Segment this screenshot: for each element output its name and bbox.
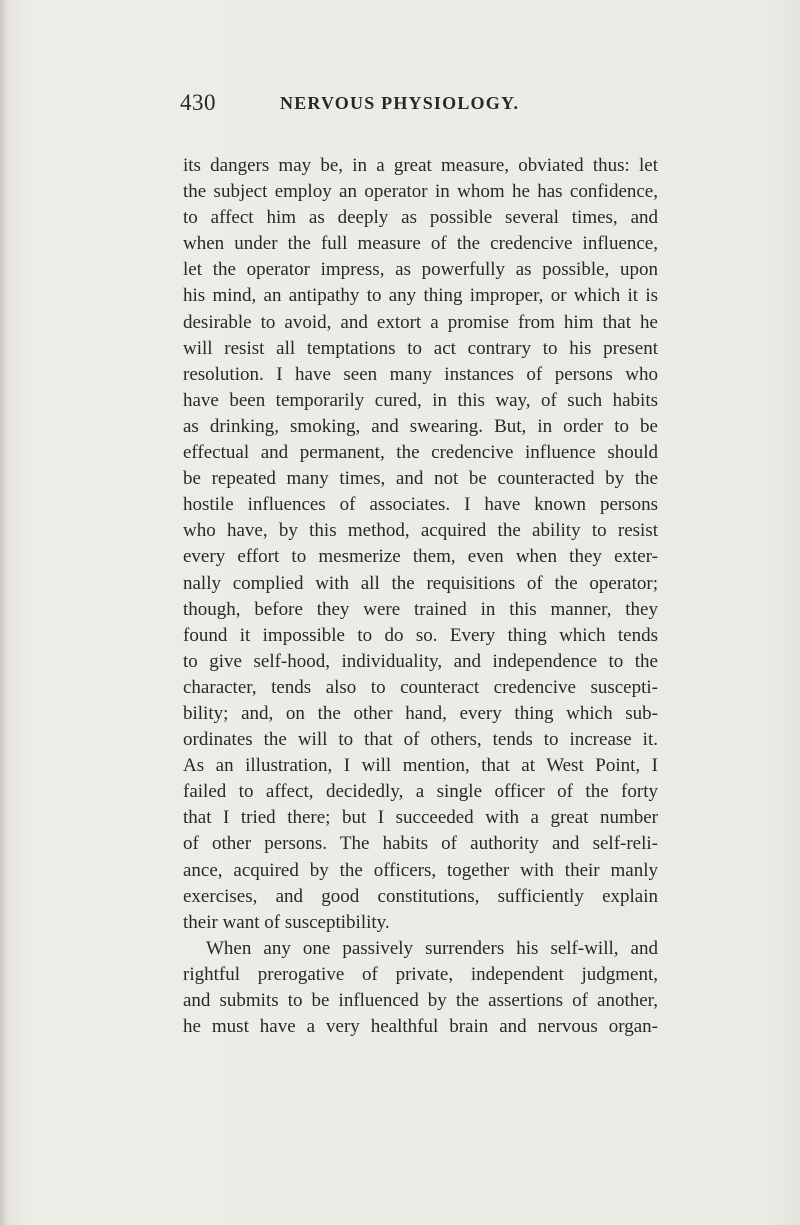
page-number: 430 bbox=[180, 90, 216, 115]
text-line: its dangers may be, in a great measure, obviated thus: let bbox=[183, 155, 658, 176]
text-line: who have, by this method, acquired the ability to resist bbox=[183, 520, 658, 542]
text-line: he must have a very healthful brain and nervous organ- bbox=[183, 1016, 658, 1038]
page-header bbox=[180, 90, 640, 120]
text-line: of other persons. The habits of authority and self-reli- bbox=[183, 833, 658, 855]
text-line: his mind, an antipathy to any thing improper, or which it is bbox=[183, 285, 658, 307]
body-text bbox=[183, 153, 658, 1040]
text-line: failed to affect, decidedly, a single officer of the forty bbox=[183, 781, 658, 803]
text-line: effectual and permanent, the credencive influence should bbox=[183, 442, 658, 464]
text-line: have been temporarily cured, in this way, of such habits bbox=[183, 389, 658, 411]
text-line: nally complied with all the requisitions of the operator; bbox=[183, 572, 658, 594]
text-line: the subject employ an operator in whom he has confidence, bbox=[183, 181, 658, 203]
text-line: hostile influences of associates. I have known persons bbox=[183, 494, 658, 516]
text-line: though, before they were trained in this manner, they bbox=[183, 598, 658, 620]
text-line: ance, acquired by the officers, together with their manly bbox=[183, 859, 658, 881]
text-line: to affect him as deeply as possible several times, and bbox=[183, 207, 658, 229]
text-line: desirable to avoid, and extort a promise from him that he bbox=[183, 311, 658, 333]
text-line: exercises, and good constitutions, sufficiently explain bbox=[183, 885, 658, 907]
text-line: when under the full measure of the credencive influence, bbox=[183, 233, 658, 255]
text-line: every effort to mesmerize them, even when they exter- bbox=[183, 546, 658, 568]
text-line: bility; and, on the other hand, every thing which sub- bbox=[183, 702, 658, 724]
running-title: NERVOUS PHYSIOLOGY. bbox=[280, 93, 520, 113]
text-line: and submits to be influenced by the assertions of another, bbox=[183, 990, 658, 1011]
text-line: their want of susceptibility. bbox=[183, 911, 390, 933]
text-line: as drinking, smoking, and swearing. But, in order to be bbox=[183, 415, 658, 437]
text-line: rightful prerogative of private, independent judgment, bbox=[183, 963, 658, 985]
text-line: When any one passively surrenders his self-will, and bbox=[206, 937, 658, 959]
text-line: will resist all temptations to act contrary to his present bbox=[183, 337, 658, 359]
text-line: be repeated many times, and not be counteracted by the bbox=[183, 468, 658, 490]
page-binding-shadow bbox=[0, 0, 8, 1225]
text-line: that I tried there; but I succeeded with a great number bbox=[183, 807, 658, 829]
text-line: resolution. I have seen many instances of persons who bbox=[183, 363, 658, 385]
text-line: As an illustration, I will mention, that at West Point, I bbox=[183, 755, 658, 777]
text-line: ordinates the will to that of others, tends to increase it. bbox=[183, 729, 658, 751]
text-line: to give self-hood, individuality, and independence to the bbox=[183, 650, 658, 672]
text-line: let the operator impress, as powerfully as possible, upon bbox=[183, 259, 658, 281]
text-line: character, tends also to counteract credencive suscepti- bbox=[183, 676, 658, 698]
text-line: found it impossible to do so. Every thing which tends bbox=[183, 624, 658, 646]
